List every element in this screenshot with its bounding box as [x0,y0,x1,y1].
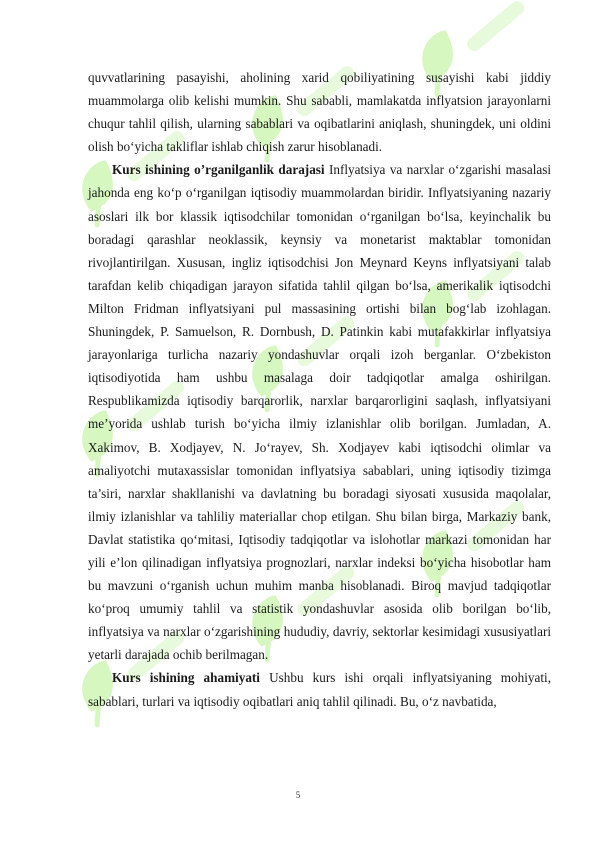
page-number: 5 [295,790,301,800]
paragraph-3 [88,666,551,712]
paragraph-1-body: quvvatlarining pasayishi, aholining xarid qobiliyatining susayishi kabi jiddiy muammolarga olib kelishi mumkin. Shu sababli, mamlakatda inflyatsion jarayonlarni chuqur tahlil qilish, ularning sabablari va oqibatlarini aniqlash, shuningdek, uni oldini olish bo‘yicha takliflar ishlab chiqish zarur hisoblanadi. [88,70,551,155]
section-heading-importance: Kurs ishining ahamiyati [112,670,260,686]
paragraph-2-body: Inflyatsiya va narxlar o‘zgarishi masalasi jahonda eng ko‘p o‘rganilgan iqtisodiy muammolardan biridir. Inflyatsiyaning nazariy asoslari ilk bor klassik iqtisodchilar tomonidan o‘rganilgan bo‘lsa, keyinchalik bu boradagi qarashlar neoklassik, keynsiy va monetarist maktablar tomonidan rivojlantirilgan. Xususan, ingliz iqtisodchisi Jon Meynard Keyns inflyatsiyani talab tarafdan kelib chiqadigan jarayon sifatida tahlil qilgan bo‘lsa, amerikalik iqtisodchi Milton Fridman inflyatsiyani pul massasining ortishi bilan bog‘lab izohlagan. Shuningdek, P. Samuelson, R. Dornbush, D. Patinkin kabi mutafakkirlar inflyatsiya jarayonlariga turlicha nazariy yondashuvlar orqali izoh berganlar. O‘zbekiston iqtisodiyotida ham ushbu masalaga doir tadqiqotlar amalga oshirilgan. Respublikamizda iqtisodiy barqarorlik, narxlar barqarorligini saqlash, inflyatsiyani me’yorida ushlab turish bo‘yicha ilmiy izlanishlar olib borilgan. Jumladan, A. Xakimov, B. Xodjayev, N. Jo‘rayev, Sh. Xodjayev kabi iqtisodchi olimlar va amaliyotchi mutaxassislar tomonidan inflyatsiya sabablari, uning iqtisodiy tizimga ta’siri, narxlar shakllanishi va davlatning bu boradagi siyosati xususida maqolalar, ilmiy izlanishlar va tahliliy materiallar chop etilgan. Shu bilan birga, Markaziy bank, Davlat statistika qo‘mitasi, Iqtisodiy tadqiqotlar va islohotlar markazi tomonidan har yili e’lon qilinadigan inflyatsiya prognozlari, narxlar indeksi bo‘yicha hisobotlar ham bu mavzuni o‘rganish uchun muhim manba hisoblanadi. Biroq mavjud tadqiqotlar ko‘proq umumiy tahlil va statistik yondashuvlar asosida olib borilgan bo‘lib, inflyatsiya va narxlar o‘zgarishining hududiy, davriy, sektorlar kesimidagi xususiyatlari yetarli darajada ochib berilmagan. [88,162,552,663]
paragraph-3-body: Ushbu kurs ishi orqali inflyatsiyaning mohiyati, sabablari, turlari va iqtisodiy oqibatlari aniq tahlil qilinadi. Bu, o‘z navbatida, [88,670,551,709]
paragraph-2 [88,158,551,666]
section-heading-study-level: Kurs ishining o’rganilganlik darajasi [112,162,325,178]
paragraph-1 [88,66,551,158]
body-text [88,66,551,713]
